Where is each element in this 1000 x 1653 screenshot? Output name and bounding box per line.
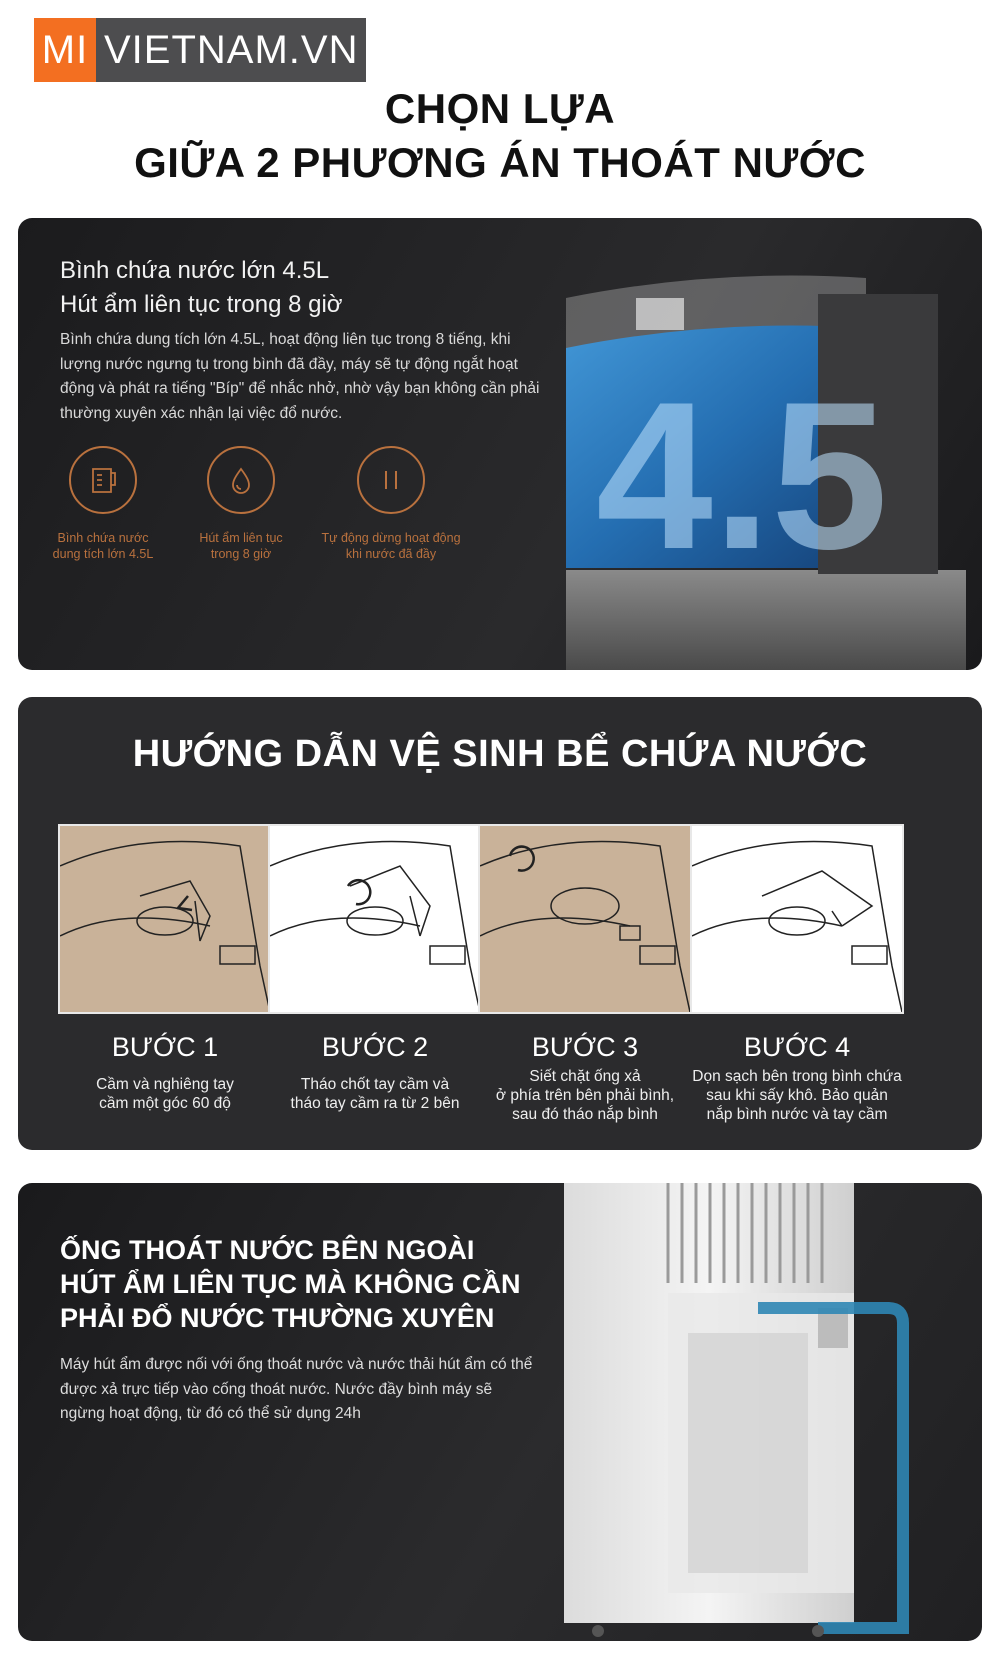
logo-mi: MI — [34, 18, 96, 82]
pause-icon — [357, 446, 425, 514]
drain-hose-title — [60, 1233, 550, 1335]
dehumidifier-illustration — [558, 1183, 982, 1641]
step-1-text — [58, 1075, 272, 1113]
cleaning-guide-title: HƯỚNG DẪN VỆ SINH BỂ CHỨA NƯỚC — [132, 733, 868, 775]
tank-title-line-1: Bình chứa nước lớn 4.5L — [60, 257, 330, 284]
feature-caption-line: Bình chứa nước — [57, 531, 149, 545]
step-4 — [690, 824, 904, 1124]
step-2-label: BƯỚC 2 — [321, 1032, 429, 1062]
step-1-label: BƯỚC 1 — [111, 1032, 219, 1062]
feature-caption-line: dung tích lớn 4.5L — [52, 547, 154, 561]
tank-card-description: Bình chứa dung tích lớn 4.5L, hoạt động liên tục trong 8 tiếng, khi lượng nước ngưng tụ trong bình đã đầy, máy sẽ tự động ngắt hoạt động và phát ra tiếng "Bíp" để nhắc nhở, nhờ vậy bạn không cần phải thường xuyên xác nhận lại việc đổ nước. — [60, 331, 540, 422]
water-drop-icon — [207, 446, 275, 514]
feature-auto-stop — [306, 446, 476, 562]
step-text-line: nắp bình nước và tay cầm — [706, 1106, 888, 1123]
drain-title-line-2: HÚT ẨM LIÊN TỤC MÀ KHÔNG CẦN — [60, 1269, 521, 1299]
step-text-line: Dọn sạch bên trong bình chứa — [692, 1068, 902, 1085]
logo-vietnam: VIETNAM.VN — [96, 18, 366, 82]
tank-capacity-number: 4.5 — [596, 358, 888, 593]
headline-line-1: CHỌN LỰA — [384, 85, 616, 132]
step-2-text — [268, 1075, 482, 1113]
step-text-line: Tháo chốt tay cầm và — [300, 1076, 450, 1093]
drain-title-line-1: ỐNG THOÁT NƯỚC BÊN NGOÀI — [60, 1235, 475, 1265]
feature-continuous-drying — [156, 446, 326, 562]
step-3-label: BƯỚC 3 — [531, 1032, 639, 1062]
step-4-text — [690, 1067, 904, 1124]
tank-capacity-card — [18, 218, 982, 670]
step-text-line: ở phía trên bên phải bình, — [495, 1087, 675, 1104]
tank-title-line-2: Hút ẩm liên tục trong 8 giờ — [60, 291, 343, 318]
step-4-illustration — [690, 824, 904, 1014]
step-text-line: tháo tay cầm ra từ 2 bên — [290, 1095, 460, 1112]
step-text-line: sau khi sấy khô. Bảo quản — [706, 1087, 888, 1104]
feature-caption-line: khi nước đã đầy — [345, 547, 437, 561]
tank-card-title — [60, 254, 343, 322]
drain-hose-description: Máy hút ẩm được nối với ống thoát nước và nước thải hút ẩm có thể được xả trực tiếp vào cống thoát nước. Nước đầy bình máy sẽ ngừng hoạt động, từ đó có thể sử dụng 24h — [60, 1356, 533, 1422]
step-text-line: Cầm và nghiêng tay — [96, 1076, 234, 1093]
feature-caption — [156, 530, 326, 562]
step-3 — [478, 824, 692, 1124]
page-headline — [0, 82, 1000, 190]
step-text-line: cầm một góc 60 độ — [99, 1095, 231, 1112]
step-2-illustration — [268, 824, 482, 1014]
drain-title-line-3: PHẢI ĐỔ NƯỚC THƯỜNG XUYÊN — [60, 1303, 495, 1333]
step-4-label: BƯỚC 4 — [743, 1032, 851, 1062]
measuring-cup-icon — [69, 446, 137, 514]
site-logo[interactable] — [34, 18, 366, 82]
headline-line-2: GIỮA 2 PHƯƠNG ÁN THOÁT NƯỚC — [134, 139, 866, 186]
feature-caption — [306, 530, 476, 562]
step-1 — [58, 824, 272, 1113]
step-text-line: Siết chặt ống xả — [529, 1068, 641, 1085]
step-1-illustration — [58, 824, 272, 1014]
step-3-illustration — [478, 824, 692, 1014]
drain-hose-card — [18, 1183, 982, 1641]
feature-caption-line: trong 8 giờ — [210, 547, 272, 561]
step-3-text — [478, 1067, 692, 1124]
feature-caption-line: Tự động dừng hoạt động — [321, 531, 461, 545]
feature-caption-line: Hút ẩm liên tục — [199, 531, 283, 545]
water-tank-illustration — [566, 258, 966, 670]
cleaning-guide-card — [18, 697, 982, 1150]
step-text-line: sau đó tháo nắp bình — [512, 1106, 658, 1123]
step-2 — [268, 824, 482, 1113]
